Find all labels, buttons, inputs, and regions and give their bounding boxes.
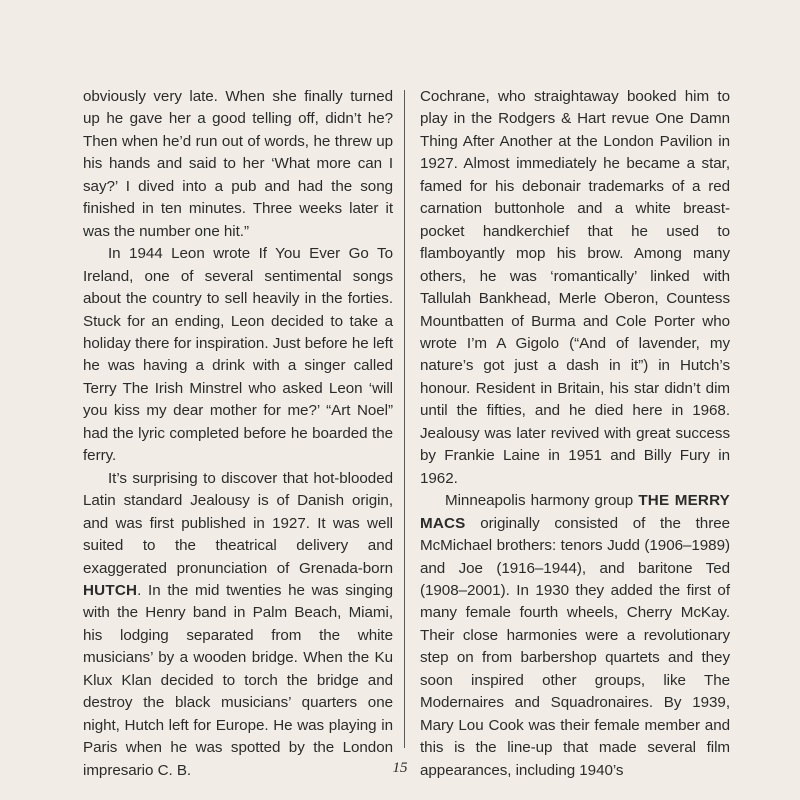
right-column (420, 86, 730, 782)
paragraph-jealousy (83, 468, 393, 782)
text-run: originally consisted of the three McMichael brothers: tenors Judd (1906–1989) and Joe (1916–1944), and baritone Ted (1908–2001). In 1930 they added the first of many female fourth wheels, Cherry McKay. Their close harmonies were a revolutionary step on from barbershop quartets and they soon inspired other groups, like The Modernaires and Squadronaires. By 1939, Mary Lou Cook was their female member and this is the line-up that made several film appearances, including 1940’s (420, 514, 730, 779)
artist-name-hutch: HUTCH (83, 581, 138, 599)
paragraph-ireland: In 1944 Leon wrote If You Ever Go To Ireland, one of several sentimental songs about the country to sell heavily in the forties. Stuck for an ending, Leon decided to take a holiday there for inspiration. Just before he left he was having a drink with a singer called Terry The Irish Minstrel who asked Leon ‘will you kiss my dear mother for me?’ “Art Noel” had the lyric completed before he boarded the ferry. (83, 245, 393, 465)
text-run: Minneapolis harmony group (445, 492, 639, 510)
paragraph-cochrane: Cochrane, who straightaway booked him to play in the Rodgers & Hart revue One Damn Thing After Another at the London Pavilion in 1927. Almost immediately he became a star, famed for his debonair trademarks of a red carnation buttonhole and a white breast-pocket handkerchief that he used to flamboyantly mop his brow. Among many others, he was ‘romantically’ linked with Tallulah Bankhead, Merle Oberon, Countess Mountbatten of Burma and Cole Porter who wrote I’m A Gigolo (“And of lavender, my nature’s got just a dash in it”) in Hutch’s honour. Resident in Britain, his star didn’t dim until the fifties, and he died here in 1968. Jealousy was later revived with great success by Frankie Laine in 1951 and Billy Fury in 1962. (420, 88, 730, 487)
text-run: . In the mid twenties he was singing with the Henry band in Palm Beach, Miami, his lodging separated from the white musicians’ by a wooden bridge. When the Ku Klux Klan decided to torch the bridge and destroy the black musicians’ quarters one night, Hutch left for Europe. He was playing in Paris when he was spotted by the London impresario C. B. (83, 581, 393, 779)
column-divider (404, 90, 405, 748)
artist-name-merry-macs: THE MERRY MACS (420, 492, 730, 532)
paragraph-merry-macs (420, 490, 730, 782)
left-column (83, 86, 393, 782)
paragraph-continued: obviously very late. When she finally turned up he gave her a good telling off, didn’t he? Then when he’d run out of words, he threw up his hands and said to her ‘What more can I say?’ I dived into a pub and had the song finished in ten minutes. Three weeks later it was the number one hit.” (83, 88, 393, 240)
text-run: It’s surprising to discover that hot-blooded Latin standard Jealousy is of Danish origin, and was first published in 1927. It was well suited to the theatrical delivery and exaggerated pronunciation of Grenada-born (83, 469, 393, 577)
page-number: 15 (392, 760, 408, 776)
